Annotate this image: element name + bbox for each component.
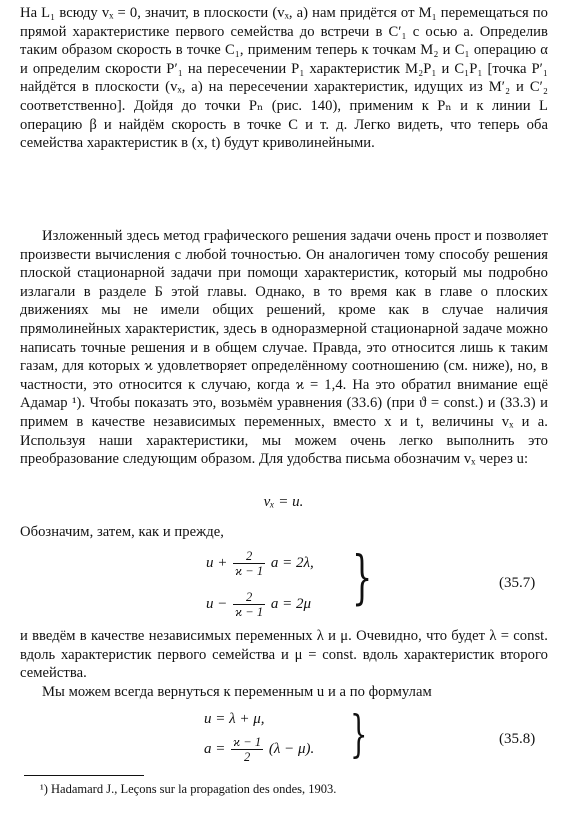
eq-35-8-line-2-left: a = (204, 740, 226, 757)
fraction-numerator: ϰ − 1 (233, 735, 262, 749)
eq-35-7-line-2-left: u − (206, 595, 228, 612)
eq-35-7-line-1-right: a = 2λ, (270, 554, 314, 571)
footnote-divider (24, 775, 144, 776)
eq-35-7-fraction-1 (233, 549, 265, 578)
fraction-denominator: ϰ − 1 (235, 564, 264, 578)
paragraph-independent-variables: и введём в качестве независимых переменных λ и μ. Очевидно, что будет λ = const. вдоль характеристик первого семейства и μ = const. вдоль характеристик второго семейства. (20, 628, 548, 682)
fraction-numerator: 2 (233, 549, 265, 564)
equation-vx-equals-u: vₓ = u. (263, 494, 304, 510)
footnote: ¹) Hadamard J., Leçons sur la propagation des ondes, 1903. (40, 782, 337, 796)
eq-35-7-line-2-right: a = 2μ (270, 595, 311, 612)
eq-35-7-line-1 (206, 549, 314, 578)
eq-35-8-line-2 (204, 735, 314, 764)
eq-35-8-line-2-right: (λ − μ). (268, 740, 315, 757)
paragraph-exact-solutions: Изложенный здесь метод графического решения задачи очень прост и позволяет произвести вычисления с любой точностью. Он аналогичен тому способу решения плоской стационарной задачи при помощи характеристик, который мы подробно излагали в разделе Б этой главы. Однако, в то время как в главе о плоских движениях мы не имели общих решений, кроме как в случае наличия прямолинейных характеристик, здесь в одноразмерной стационарной задаче можно написать точные решения и в общем случае. Правда, это относится лишь к таким газам, для которых ϰ удовлетворяет определённому соотношению (см. ниже), но, в частности, это относится к случаю, когда ϰ = 1,4. На это обратил внимание ещё Адамар ¹). Чтобы показать это, возьмём уравнения (33.6) (при ϑ = const.) и (33.3) и примем в качестве независимых переменных, вместо x и t, величины vₓ и a. Используя наши характеристики, мы можем очень легко выполнить это преобразование следующим образом. Для удобства письма обозначим vₓ через u: (20, 228, 548, 468)
eq-35-7-line-1-left: u + (206, 554, 228, 571)
right-brace-icon: } (352, 543, 373, 611)
eq-35-8-fraction (231, 735, 263, 764)
eq-35-7-line-2 (206, 590, 311, 619)
fraction-numerator: 2 (233, 590, 265, 605)
right-brace-icon: } (350, 705, 368, 763)
eq-35-7-fraction-2 (233, 590, 265, 619)
paragraph-return-formulas: Мы можем всегда вернуться к переменным u и a по формулам (42, 684, 432, 700)
fraction-denominator: 2 (243, 750, 251, 764)
paragraph-characteristics-method: На L₁ всюду vₓ = 0, значит, в плоскости (vₓ, a) нам придётся от M₁ перемещаться по прямой характеристике первого семейства до встречи в C′₁ с осью a. Определив таким образом скорость в точке C₁, применим теперь к точкам M₂ и C₁ операцию α и определим скорости P′₁ на пересечении P₁ характеристик M₂P₁ и C₁P₁ [точка P′₁ найдётся в плоскости (vₓ, a) на пересечении характеристик, идущих из M′₂ и C′₂ соответственно]. Дойдя до точки Pₙ (рис. 140), применим к Pₙ и к линии L операцию β и найдём скорость в точке C и т. д. Легко видеть, что теперь оба семейства характеристик в (x, t) будут криволинейными. (20, 5, 548, 152)
eq-35-8-line-1: u = λ + μ, (204, 711, 265, 727)
paragraph-define-lambda-mu: Обозначим, затем, как и прежде, (20, 524, 224, 540)
equation-number-35-7: (35.7) (499, 575, 536, 591)
equation-number-35-8: (35.8) (499, 731, 536, 747)
fraction-denominator: ϰ − 1 (235, 605, 264, 619)
